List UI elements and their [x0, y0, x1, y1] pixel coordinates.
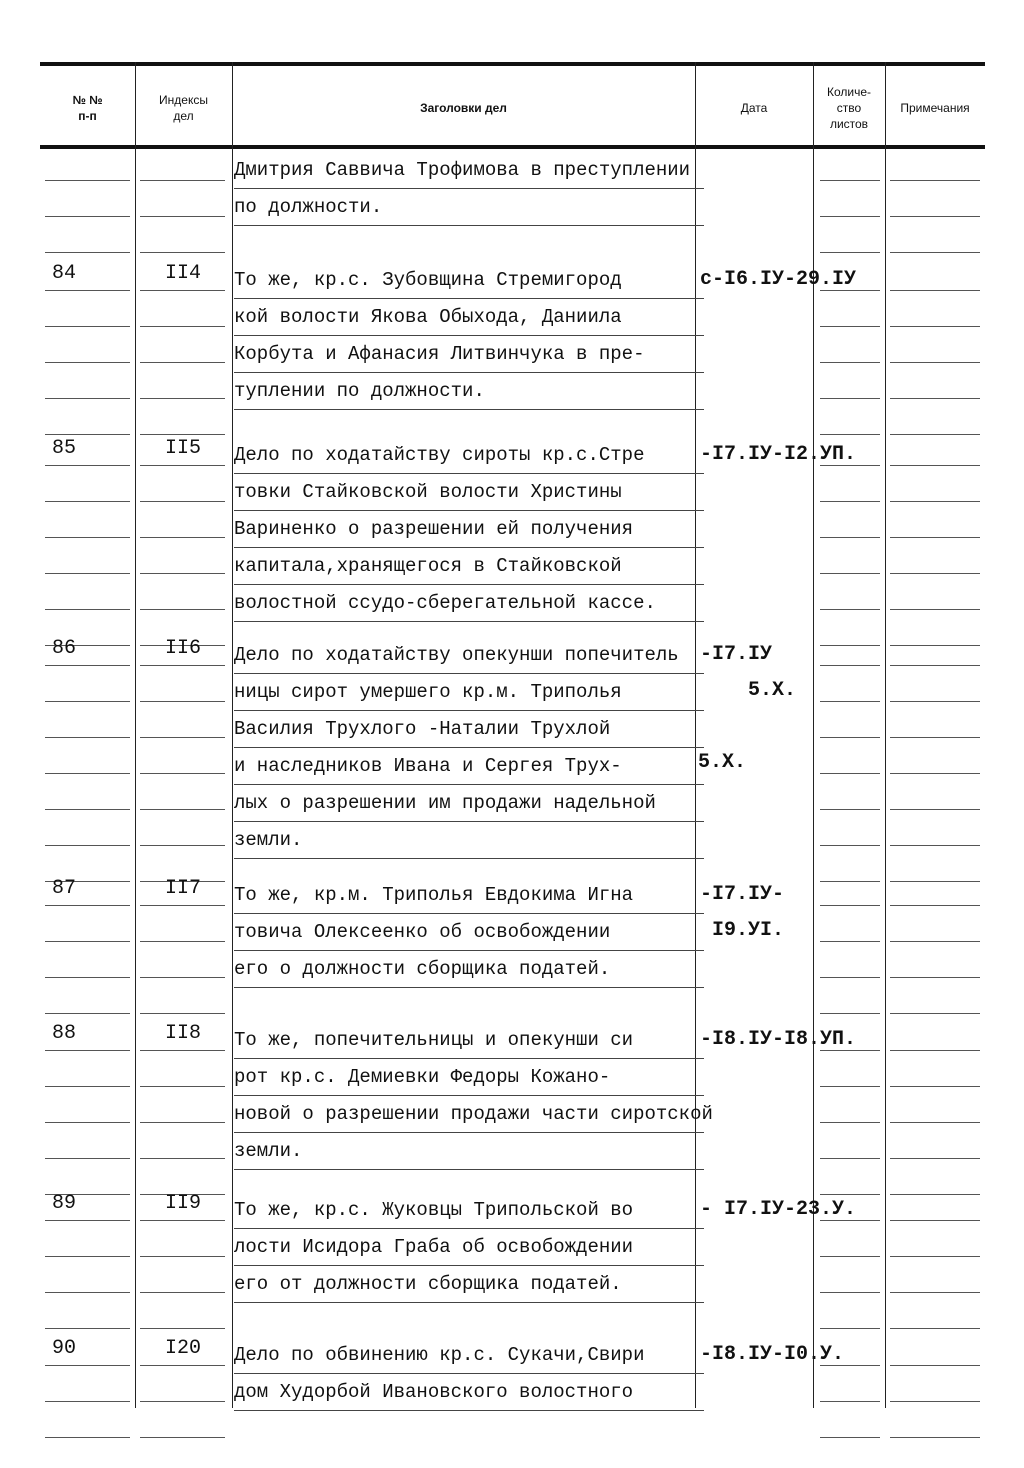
- ruled-line: [820, 845, 880, 846]
- title-line: То же, кр.с. Жуковцы Трипольской во: [234, 1192, 704, 1229]
- row-date: [700, 1337, 844, 1409]
- title-line: волостной ссудо-сберегательной кассе.: [234, 585, 704, 622]
- header-index: Индексы дел: [159, 92, 208, 123]
- title-line: ницы сирот умершего кр.м. Триполья: [234, 674, 704, 711]
- ruled-line: [890, 1437, 980, 1438]
- ruled-line: [820, 773, 880, 774]
- ruled-line: [140, 1050, 225, 1051]
- ruled-line: [820, 290, 880, 291]
- ruled-line: [140, 1292, 225, 1293]
- ruled-line: [820, 609, 880, 610]
- title-line: То же, кр.с. Зубовщина Стремигород: [234, 262, 704, 299]
- ruled-line: [45, 905, 130, 906]
- row-title: [234, 437, 704, 622]
- header-top-rule: [40, 62, 985, 66]
- ruled-line: [140, 701, 225, 702]
- ruled-line: [45, 809, 130, 810]
- row-date: [700, 437, 856, 509]
- row-number: 85: [52, 437, 77, 460]
- ruled-line: [140, 1437, 225, 1438]
- ruled-line: [45, 941, 130, 942]
- ruled-line: [890, 1122, 980, 1123]
- date-line: -I7.IУ: [700, 643, 773, 666]
- ruled-line: [820, 665, 880, 666]
- ruled-line: [45, 216, 130, 217]
- date-line: [700, 1373, 844, 1409]
- ruled-line: [890, 845, 980, 846]
- date-line: с-I6.IУ-29.IУ: [700, 268, 857, 291]
- ruled-line: [45, 1158, 130, 1159]
- ruled-line: [45, 573, 130, 574]
- ruled-line: [140, 501, 225, 502]
- title-line: То же, кр.м. Триполья Евдокима Игна: [234, 877, 704, 914]
- title-line: Корбута и Афанасия Литвинчука в пре-: [234, 336, 704, 373]
- ruled-line: [45, 1122, 130, 1123]
- ruled-line: [45, 1050, 130, 1051]
- ruled-line: [890, 290, 980, 291]
- title-line: рот кр.с. Демиевки Федоры Кожано-: [234, 1059, 704, 1096]
- ruled-line: [140, 845, 225, 846]
- ruled-line: [820, 252, 880, 253]
- ruled-line: [45, 737, 130, 738]
- title-line: Дмитрия Саввича Трофимова в преступлении: [234, 152, 704, 189]
- title-line: Дело по обвинению кр.с. Сукачи,Свири: [234, 1337, 704, 1374]
- ruled-line: [45, 326, 130, 327]
- title-line: и наследников Ивана и Сергея Трух-: [234, 748, 704, 785]
- ruled-line: [45, 1365, 130, 1366]
- ruled-line: [45, 501, 130, 502]
- row-title: [234, 877, 704, 988]
- title-line: земли.: [234, 1133, 704, 1170]
- ruled-line: [140, 537, 225, 538]
- title-line: товича Олексеенко об освобождении: [234, 914, 704, 951]
- ruled-line: [45, 1256, 130, 1257]
- header-bottom-rule: [40, 145, 985, 149]
- ruled-line: [140, 977, 225, 978]
- title-line: лости Исидора Граба об освобождении: [234, 1229, 704, 1266]
- ruled-line: [890, 573, 980, 574]
- ruled-line: [140, 465, 225, 466]
- ruled-line: [140, 1220, 225, 1221]
- row-title: [234, 637, 704, 859]
- ruled-line: [890, 398, 980, 399]
- column-divider: [232, 62, 233, 1408]
- ruled-line: [890, 881, 980, 882]
- ruled-line: [45, 398, 130, 399]
- ruled-line: [820, 645, 880, 646]
- ruled-line: [140, 1401, 225, 1402]
- ruled-line: [820, 1292, 880, 1293]
- title-line: земли.: [234, 822, 704, 859]
- ruled-line: [890, 362, 980, 363]
- title-line: новой о разрешении продажи части сиротской: [234, 1096, 704, 1133]
- date-line: 5.Х.: [700, 679, 797, 702]
- ruled-line: [45, 465, 130, 466]
- ruled-line: [890, 1050, 980, 1051]
- ruled-line: [140, 665, 225, 666]
- ruled-line: [140, 326, 225, 327]
- ruled-line: [45, 1086, 130, 1087]
- row-date: [700, 1192, 856, 1264]
- date-line: [700, 1058, 856, 1094]
- title-line: его о должности сборщика податей.: [234, 951, 704, 988]
- ruled-line: [45, 1013, 130, 1014]
- ruled-line: [890, 977, 980, 978]
- ruled-line: [140, 1122, 225, 1123]
- row-title: [234, 262, 704, 410]
- ruled-line: [45, 1328, 130, 1329]
- header-date: Дата: [740, 100, 768, 115]
- ruled-line: [890, 1292, 980, 1293]
- title-line: лых о разрешении им продажи надельной: [234, 785, 704, 822]
- ruled-line: [890, 773, 980, 774]
- ruled-line: [820, 1437, 880, 1438]
- ruled-line: [140, 362, 225, 363]
- title-line: Василия Трухлого -Наталии Трухлой: [234, 711, 704, 748]
- ruled-line: [820, 465, 880, 466]
- title-line: капитала,хранящегося в Стайковской: [234, 548, 704, 585]
- ruled-line: [890, 1401, 980, 1402]
- ruled-line: [140, 809, 225, 810]
- ruled-line: [890, 252, 980, 253]
- date-line: -I8.IУ-I8.УП.: [700, 1028, 857, 1051]
- row-index: II5: [165, 437, 202, 460]
- ruled-line: [890, 905, 980, 906]
- title-line: дом Худорбой Ивановского волостного: [234, 1374, 704, 1411]
- row-number: 88: [52, 1022, 77, 1045]
- title-line: туплении по должности.: [234, 373, 704, 410]
- title-line: по должности.: [234, 189, 704, 226]
- row-index: II4: [165, 262, 202, 285]
- ruled-line: [140, 1328, 225, 1329]
- ruled-line: [890, 609, 980, 610]
- ruled-line: [140, 1086, 225, 1087]
- row-date: [700, 1022, 856, 1094]
- header-sheets: Количе- ство листов: [826, 84, 872, 131]
- ruled-line: [890, 1220, 980, 1221]
- date-line: [700, 1228, 856, 1264]
- ruled-line: [45, 537, 130, 538]
- ruled-line: [890, 737, 980, 738]
- title-line: Вариненко о разрешении ей получения: [234, 511, 704, 548]
- ruled-line: [45, 180, 130, 181]
- ruled-line: [890, 434, 980, 435]
- date-line: -I8.IУ-I0.У.: [700, 1343, 845, 1366]
- row-number: 89: [52, 1192, 77, 1215]
- ruled-line: [140, 609, 225, 610]
- ruled-line: [140, 1158, 225, 1159]
- date-line: -I7.IУ-I2.УП.: [700, 443, 857, 466]
- row-title: [234, 1022, 713, 1170]
- ruled-line: [45, 845, 130, 846]
- ruled-line: [820, 1220, 880, 1221]
- ruled-line: [820, 573, 880, 574]
- ruled-line: [820, 180, 880, 181]
- ruled-line: [890, 701, 980, 702]
- row-number: 87: [52, 877, 77, 900]
- title-line: То же, попечительницы и опекунши си: [234, 1022, 704, 1059]
- ruled-line: [820, 1122, 880, 1123]
- ruled-line: [890, 809, 980, 810]
- date-line: I9.УI.: [700, 919, 785, 942]
- ruled-line: [45, 701, 130, 702]
- ruled-line: [140, 216, 225, 217]
- row-index: II6: [165, 637, 202, 660]
- ruled-line: [820, 434, 880, 435]
- ruled-line: [140, 773, 225, 774]
- ruled-line: [820, 537, 880, 538]
- ruled-line: [140, 905, 225, 906]
- ruled-line: [820, 1365, 880, 1366]
- ruled-line: [140, 252, 225, 253]
- ruled-line: [890, 501, 980, 502]
- title-line: Дело по ходатайству сироты кр.с.Стре: [234, 437, 704, 474]
- ruled-line: [45, 665, 130, 666]
- date-line: [700, 473, 856, 509]
- ruled-line: [890, 1256, 980, 1257]
- ruled-line: [890, 465, 980, 466]
- ruled-line: [45, 362, 130, 363]
- ruled-line: [890, 1365, 980, 1366]
- ruled-line: [820, 881, 880, 882]
- ruled-line: [820, 216, 880, 217]
- ruled-line: [45, 1437, 130, 1438]
- row-number: 90: [52, 1337, 77, 1360]
- row-date: [700, 262, 856, 334]
- ruled-line: [890, 1013, 980, 1014]
- ruled-line: [820, 701, 880, 702]
- ruled-line: [140, 737, 225, 738]
- ruled-line: [45, 977, 130, 978]
- ruled-line: [820, 977, 880, 978]
- ruled-line: [45, 290, 130, 291]
- row-index: II8: [165, 1022, 202, 1045]
- ruled-line: [820, 1401, 880, 1402]
- ruled-line: [890, 1328, 980, 1329]
- ruled-line: [820, 501, 880, 502]
- ruled-line: [45, 773, 130, 774]
- ruled-line: [820, 398, 880, 399]
- ruled-line: [140, 1013, 225, 1014]
- date-line: [700, 298, 856, 334]
- ruled-line: [820, 1086, 880, 1087]
- row-index: I20: [165, 1337, 202, 1360]
- ruled-line: [890, 180, 980, 181]
- ruled-line: [890, 1158, 980, 1159]
- ruled-line: [820, 1256, 880, 1257]
- ruled-line: [820, 809, 880, 810]
- ruled-line: [140, 573, 225, 574]
- row-date: [700, 877, 784, 949]
- ruled-line: [140, 398, 225, 399]
- ruled-line: [45, 434, 130, 435]
- ruled-line: [140, 941, 225, 942]
- extra-date: 5.Х.: [698, 751, 747, 774]
- row-title: [234, 1337, 704, 1411]
- ruled-line: [45, 1220, 130, 1221]
- ruled-line: [820, 941, 880, 942]
- ruled-line: [45, 609, 130, 610]
- row-title: [234, 1192, 704, 1303]
- date-line: -I7.IУ-: [700, 883, 785, 906]
- header-title: Заголовки дел: [420, 100, 507, 115]
- ruled-line: [890, 941, 980, 942]
- ruled-line: [890, 1086, 980, 1087]
- ruled-line: [45, 252, 130, 253]
- header-number: № № п-п: [72, 92, 103, 123]
- ruled-line: [45, 1401, 130, 1402]
- ruled-line: [820, 1050, 880, 1051]
- ruled-line: [45, 1292, 130, 1293]
- row-index: II9: [165, 1192, 202, 1215]
- header-notes: Примечания: [900, 100, 970, 115]
- ruled-line: [140, 180, 225, 181]
- ruled-line: [820, 1158, 880, 1159]
- ruled-line: [890, 326, 980, 327]
- ruled-line: [820, 326, 880, 327]
- ruled-line: [890, 1194, 980, 1195]
- ruled-line: [820, 737, 880, 738]
- title-line: Дело по ходатайству опекунши попечитель: [234, 637, 704, 674]
- column-divider: [135, 62, 136, 1408]
- ruled-line: [140, 290, 225, 291]
- ruled-line: [890, 537, 980, 538]
- ruled-line: [820, 905, 880, 906]
- ruled-line: [820, 1328, 880, 1329]
- ruled-line: [820, 362, 880, 363]
- column-divider: [885, 62, 886, 1408]
- row-number: 86: [52, 637, 77, 660]
- title-line: товки Стайковской волости Христины: [234, 474, 704, 511]
- row-date: [700, 637, 796, 709]
- row-index: II7: [165, 877, 202, 900]
- title-line: его от должности сборщика податей.: [234, 1266, 704, 1303]
- ruled-line: [890, 216, 980, 217]
- ruled-line: [140, 1365, 225, 1366]
- title-line: кой волости Якова Обыхода, Даниила: [234, 299, 704, 336]
- row-number: 84: [52, 262, 77, 285]
- ruled-line: [140, 434, 225, 435]
- date-line: - I7.IУ-23.У.: [700, 1198, 857, 1221]
- row-title: [234, 152, 704, 226]
- ruled-line: [890, 645, 980, 646]
- ruled-line: [820, 1013, 880, 1014]
- ruled-line: [890, 665, 980, 666]
- ruled-line: [140, 1256, 225, 1257]
